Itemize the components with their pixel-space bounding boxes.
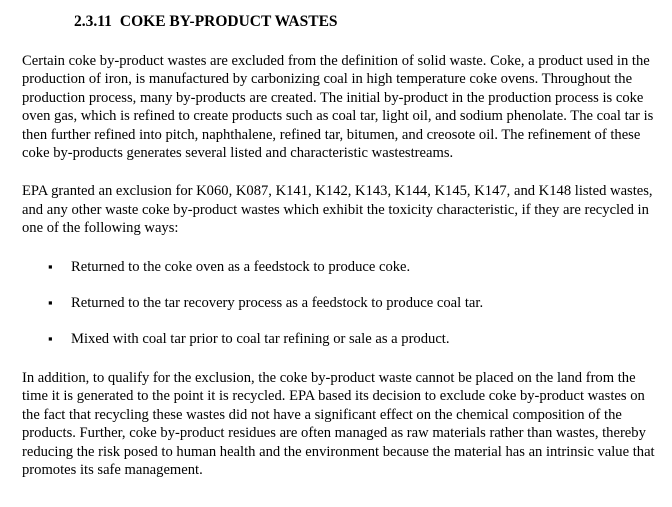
paragraph-intro: Certain coke by-product wastes are excluded from the definition of solid waste. Coke, a product used in the production of iron, is manufactured by carbonizing coal in high temperature coke ovens. Throughout the production process, many by-products are created. The initial by-product in the production process is coke oven gas, which is refined to create products such as coal tar, light oil, and sodium phenolate. The coal tar is then further refined into pitch, naphthalene, refined tar, bitumen, and creosote oil. The refinement of these coke by-products generates several listed and characteristic wastestreams.	[22, 53, 654, 162]
list-item-text: Returned to the coke oven as a feedstock to produce coke.	[71, 258, 411, 275]
paragraph-qualification: In addition, to qualify for the exclusion, the coke by-product waste cannot be placed on the land from the time it is generated to the point it is recycled. EPA based its decision to exclude coke by-product wastes on the fact that recycling these wastes did not have a significant effect on the chemical composition of the products. Further, coke by-product residues are often managed as raw materials rather than wastes, thereby reducing the risk posed to human health and the environment because the material has an intrinsic value that promotes its safe management.	[22, 369, 655, 478]
document-page	[22, 12, 658, 499]
list-item-text: Returned to the tar recovery process as a feedstock to produce coal tar.	[71, 295, 484, 312]
paragraph-exclusion: EPA granted an exclusion for K060, K087, K141, K142, K143, K144, K145, K147, and K148 listed wastes, and any other waste coke by-product wastes which exhibit the toxicity characteristic, if they are recycled in one of the following ways:	[22, 183, 653, 237]
list-item	[22, 294, 658, 312]
recycling-methods-list	[22, 258, 658, 349]
bullet-icon: ▪	[48, 295, 53, 311]
section-heading	[74, 12, 658, 31]
section-title: COKE BY-PRODUCT WASTES	[119, 13, 338, 30]
list-item	[22, 258, 658, 276]
list-item	[22, 330, 658, 348]
bullet-icon: ▪	[48, 258, 53, 274]
bullet-icon: ▪	[48, 331, 53, 347]
list-item-text: Mixed with coal tar prior to coal tar refining or sale as a product.	[71, 331, 450, 348]
section-number: 2.3.11	[74, 13, 112, 30]
